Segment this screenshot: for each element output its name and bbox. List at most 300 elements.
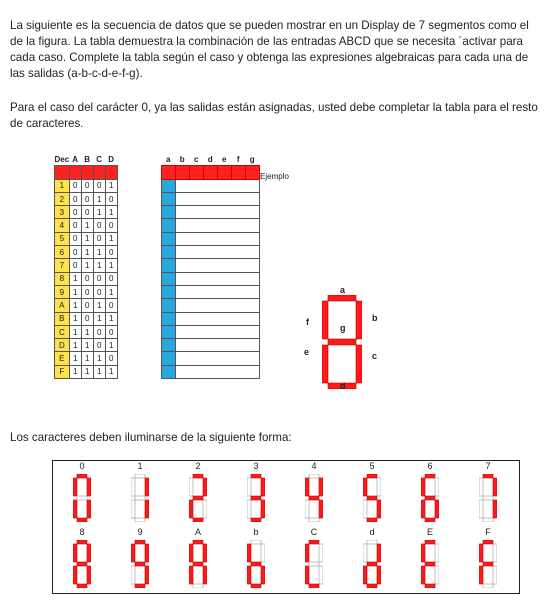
cell-bit: 1 bbox=[93, 246, 105, 259]
segment-d bbox=[193, 584, 203, 588]
table-row bbox=[55, 206, 260, 219]
header-seg-d: d bbox=[207, 154, 213, 164]
character-label: 5 bbox=[369, 461, 375, 471]
cell-seg-empty[interactable] bbox=[161, 285, 175, 298]
cell-seg-empty[interactable] bbox=[231, 272, 245, 285]
segment-f bbox=[363, 478, 367, 496]
segment-f bbox=[421, 478, 425, 496]
segment-a bbox=[135, 540, 145, 544]
character-digit bbox=[479, 474, 497, 522]
cell-bit: 0 bbox=[69, 246, 81, 259]
cell-bit: 0 bbox=[81, 179, 93, 192]
cell-seg-empty[interactable] bbox=[245, 299, 259, 312]
cell-seg-empty[interactable] bbox=[175, 299, 189, 312]
segment-a bbox=[251, 474, 261, 478]
cell-seg-empty[interactable] bbox=[231, 365, 245, 378]
segment-e bbox=[305, 500, 309, 518]
cell-seg-empty[interactable] bbox=[189, 192, 203, 205]
cell-seg-value: 1 bbox=[175, 166, 189, 179]
cell-dec: A bbox=[55, 299, 70, 312]
segment-e bbox=[131, 566, 135, 584]
segment-a bbox=[367, 540, 377, 544]
cell-bit: 0 bbox=[69, 166, 81, 179]
cell-dec: 4 bbox=[55, 219, 70, 232]
segment-d bbox=[425, 584, 435, 588]
segment-e bbox=[421, 500, 425, 518]
segment-f bbox=[479, 544, 483, 562]
segment-g bbox=[135, 496, 145, 500]
segment-c bbox=[356, 345, 362, 383]
segment-d bbox=[135, 584, 145, 588]
character-label: A bbox=[194, 527, 201, 537]
cell-seg-empty[interactable] bbox=[217, 299, 231, 312]
cell-bit: 0 bbox=[105, 166, 117, 179]
segment-f bbox=[305, 544, 309, 562]
cell-seg-value: 1 bbox=[203, 166, 217, 179]
table-row bbox=[55, 285, 260, 298]
segment-d bbox=[77, 584, 87, 588]
cell-bit: 0 bbox=[81, 272, 93, 285]
cell-dec: C bbox=[55, 325, 70, 338]
character-label: 1 bbox=[137, 461, 143, 471]
cell-seg-empty[interactable] bbox=[175, 232, 189, 245]
segment-b bbox=[203, 544, 207, 562]
cell-seg-empty[interactable] bbox=[245, 259, 259, 272]
cell-seg-empty[interactable] bbox=[217, 219, 231, 232]
example-label: Ejemplo bbox=[260, 172, 289, 181]
segment-b bbox=[261, 544, 265, 562]
segment-d bbox=[251, 584, 261, 588]
segment-g bbox=[483, 562, 493, 566]
cell-seg-empty[interactable] bbox=[189, 219, 203, 232]
cell-seg-empty[interactable] bbox=[175, 352, 189, 365]
segment-f bbox=[73, 544, 77, 562]
segment-c bbox=[87, 500, 91, 518]
cell-seg-empty[interactable] bbox=[231, 206, 245, 219]
segment-e bbox=[479, 566, 483, 584]
segment-f bbox=[247, 478, 251, 496]
cell-bit: 1 bbox=[93, 352, 105, 365]
cell-seg-empty[interactable] bbox=[203, 179, 217, 192]
segment-c bbox=[493, 500, 497, 518]
segment-f bbox=[131, 478, 135, 496]
segment-g bbox=[77, 496, 87, 500]
cell-seg-empty[interactable] bbox=[231, 299, 245, 312]
segment-c bbox=[145, 500, 149, 518]
cell-seg-empty[interactable] bbox=[161, 219, 175, 232]
segment-d bbox=[193, 518, 203, 522]
cell-seg-empty[interactable] bbox=[189, 312, 203, 325]
segment-c bbox=[435, 566, 439, 584]
character-label: 4 bbox=[311, 461, 317, 471]
character-digit bbox=[363, 474, 381, 522]
cell-seg-empty[interactable] bbox=[203, 365, 217, 378]
cell-dec: 9 bbox=[55, 285, 70, 298]
cell-seg-empty[interactable] bbox=[231, 219, 245, 232]
cell-seg-empty[interactable] bbox=[189, 365, 203, 378]
cell-seg-empty[interactable] bbox=[161, 352, 175, 365]
cell-bit: 0 bbox=[69, 192, 81, 205]
segment-e bbox=[189, 566, 193, 584]
cell-seg-empty[interactable] bbox=[203, 206, 217, 219]
cell-seg-empty[interactable] bbox=[189, 206, 203, 219]
cell-bit: 1 bbox=[105, 285, 117, 298]
character-cell bbox=[111, 461, 169, 527]
cell-seg-empty[interactable] bbox=[203, 192, 217, 205]
diagram-label-g: g bbox=[340, 323, 346, 333]
cell-seg-empty[interactable] bbox=[231, 312, 245, 325]
segment-g bbox=[135, 562, 145, 566]
table-row bbox=[55, 192, 260, 205]
character-cell bbox=[401, 527, 459, 593]
cell-seg-empty[interactable] bbox=[245, 325, 259, 338]
cell-seg-empty[interactable] bbox=[203, 232, 217, 245]
cell-seg-empty[interactable] bbox=[217, 246, 231, 259]
segment-g bbox=[328, 339, 356, 345]
cell-bit: 1 bbox=[105, 339, 117, 352]
cell-seg-empty[interactable] bbox=[175, 339, 189, 352]
cell-seg-empty[interactable] bbox=[217, 285, 231, 298]
cell-seg-empty[interactable] bbox=[245, 272, 259, 285]
segment-d bbox=[77, 518, 87, 522]
cell-seg-empty[interactable] bbox=[231, 285, 245, 298]
character-digit bbox=[421, 474, 439, 522]
segment-c bbox=[319, 566, 323, 584]
segment-f bbox=[189, 544, 193, 562]
cell-dec: E bbox=[55, 352, 70, 365]
cell-seg-empty[interactable] bbox=[231, 232, 245, 245]
seven-segment-diagram bbox=[300, 285, 390, 405]
cell-bit: 0 bbox=[69, 259, 81, 272]
cell-bit: 1 bbox=[81, 219, 93, 232]
segment-d bbox=[251, 518, 261, 522]
segment-b bbox=[493, 478, 497, 496]
cell-seg-empty[interactable] bbox=[231, 339, 245, 352]
cell-seg-empty[interactable] bbox=[161, 246, 175, 259]
segment-d bbox=[135, 518, 145, 522]
table-row bbox=[55, 232, 260, 245]
cell-seg-empty[interactable] bbox=[175, 179, 189, 192]
character-cell bbox=[111, 527, 169, 593]
cell-bit: 0 bbox=[93, 272, 105, 285]
cell-seg-empty[interactable] bbox=[189, 272, 203, 285]
segment-f bbox=[305, 478, 309, 496]
segment-f bbox=[479, 478, 483, 496]
cell-seg-empty[interactable] bbox=[203, 285, 217, 298]
diagram-label-a: a bbox=[340, 285, 346, 295]
segment-e bbox=[421, 566, 425, 584]
cell-bit: 0 bbox=[93, 325, 105, 338]
cell-bit: 0 bbox=[69, 179, 81, 192]
cell-seg-empty[interactable] bbox=[175, 325, 189, 338]
cell-bit: 0 bbox=[105, 246, 117, 259]
cell-seg-empty[interactable] bbox=[161, 325, 175, 338]
cell-dec: 7 bbox=[55, 259, 70, 272]
character-label: 7 bbox=[485, 461, 491, 471]
segment-a bbox=[483, 540, 493, 544]
cell-seg-empty[interactable] bbox=[161, 192, 175, 205]
cell-bit: 0 bbox=[105, 272, 117, 285]
cell-bit: 1 bbox=[105, 365, 117, 378]
character-cell bbox=[459, 527, 517, 593]
cell-seg-empty[interactable] bbox=[175, 219, 189, 232]
truth-table bbox=[54, 153, 260, 379]
segment-e bbox=[247, 566, 251, 584]
character-label: 6 bbox=[427, 461, 433, 471]
cell-bit: 1 bbox=[69, 299, 81, 312]
segment-c bbox=[261, 566, 265, 584]
cell-seg-empty[interactable] bbox=[217, 325, 231, 338]
cell-seg-empty[interactable] bbox=[189, 246, 203, 259]
segment-c bbox=[261, 500, 265, 518]
segment-d bbox=[309, 518, 319, 522]
cell-seg-empty[interactable] bbox=[189, 339, 203, 352]
cell-seg-empty[interactable] bbox=[217, 272, 231, 285]
segment-b bbox=[435, 544, 439, 562]
cell-bit: 1 bbox=[93, 312, 105, 325]
cell-seg-empty[interactable] bbox=[175, 206, 189, 219]
segment-g bbox=[251, 496, 261, 500]
cell-seg-empty[interactable] bbox=[245, 285, 259, 298]
cell-dec: 0 bbox=[55, 166, 70, 179]
cell-bit: 0 bbox=[93, 232, 105, 245]
segment-g bbox=[309, 562, 319, 566]
cell-seg-empty[interactable] bbox=[203, 339, 217, 352]
cell-bit: 0 bbox=[93, 179, 105, 192]
cell-seg-value: 1 bbox=[217, 166, 231, 179]
cell-seg-empty[interactable] bbox=[203, 312, 217, 325]
segment-a bbox=[483, 474, 493, 478]
segment-a bbox=[309, 474, 319, 478]
segment-a bbox=[309, 540, 319, 544]
character-label: 9 bbox=[137, 527, 143, 537]
cell-bit: 0 bbox=[105, 352, 117, 365]
cell-bit: 1 bbox=[105, 259, 117, 272]
cell-seg-empty[interactable] bbox=[175, 272, 189, 285]
cell-bit: 0 bbox=[81, 206, 93, 219]
cell-seg-empty[interactable] bbox=[217, 339, 231, 352]
cell-seg-empty[interactable] bbox=[217, 352, 231, 365]
character-cell bbox=[169, 527, 227, 593]
cell-seg-empty[interactable] bbox=[245, 232, 259, 245]
cell-bit: 1 bbox=[81, 246, 93, 259]
cell-seg-empty[interactable] bbox=[245, 206, 259, 219]
cell-seg-empty[interactable] bbox=[203, 325, 217, 338]
segment-e bbox=[363, 500, 367, 518]
cell-seg-empty[interactable] bbox=[245, 365, 259, 378]
cell-dec: 2 bbox=[55, 192, 70, 205]
character-cell bbox=[401, 461, 459, 527]
cell-seg-empty[interactable] bbox=[161, 259, 175, 272]
cell-seg-empty[interactable] bbox=[161, 232, 175, 245]
cell-seg-empty[interactable] bbox=[161, 179, 175, 192]
character-digit bbox=[189, 540, 207, 588]
cell-seg-empty[interactable] bbox=[217, 206, 231, 219]
cell-seg-empty[interactable] bbox=[189, 325, 203, 338]
segment-b bbox=[319, 544, 323, 562]
cell-bit: 1 bbox=[81, 259, 93, 272]
cell-seg-empty[interactable] bbox=[175, 365, 189, 378]
cell-bit: 1 bbox=[81, 232, 93, 245]
segment-g bbox=[193, 562, 203, 566]
table-header-row bbox=[55, 153, 260, 166]
segment-f bbox=[363, 544, 367, 562]
segment-c bbox=[203, 566, 207, 584]
header-seg-f: f bbox=[236, 154, 240, 164]
table-row bbox=[55, 339, 260, 352]
cell-seg-empty[interactable] bbox=[175, 246, 189, 259]
segment-a bbox=[77, 540, 87, 544]
cell-seg-empty[interactable] bbox=[245, 352, 259, 365]
cell-seg-empty[interactable] bbox=[189, 179, 203, 192]
intro-paragraph-3: Los caracteres deben iluminarse de la siguiente forma: bbox=[10, 430, 292, 444]
cell-seg-empty[interactable] bbox=[189, 232, 203, 245]
character-label: 0 bbox=[79, 461, 85, 471]
segment-b bbox=[377, 478, 381, 496]
character-digit bbox=[131, 474, 149, 522]
cell-seg-empty[interactable] bbox=[175, 285, 189, 298]
cell-seg-empty[interactable] bbox=[161, 206, 175, 219]
cell-seg-empty[interactable] bbox=[245, 192, 259, 205]
cell-seg-empty[interactable] bbox=[189, 299, 203, 312]
segment-f bbox=[322, 301, 328, 339]
cell-bit: 1 bbox=[93, 299, 105, 312]
segment-d bbox=[367, 584, 377, 588]
segment-e bbox=[479, 500, 483, 518]
character-digit bbox=[421, 540, 439, 588]
character-cell bbox=[53, 461, 111, 527]
cell-seg-empty[interactable] bbox=[161, 272, 175, 285]
cell-bit: 0 bbox=[93, 339, 105, 352]
cell-seg-empty[interactable] bbox=[231, 192, 245, 205]
cell-seg-empty[interactable] bbox=[245, 179, 259, 192]
cell-seg-value: 1 bbox=[189, 166, 203, 179]
cell-seg-empty[interactable] bbox=[203, 299, 217, 312]
segment-f bbox=[73, 478, 77, 496]
cell-seg-empty[interactable] bbox=[217, 179, 231, 192]
cell-dec: F bbox=[55, 365, 70, 378]
segment-e bbox=[363, 566, 367, 584]
cell-bit: 0 bbox=[105, 299, 117, 312]
header-seg-a: a bbox=[165, 154, 171, 164]
cell-seg-empty[interactable] bbox=[245, 312, 259, 325]
segment-g bbox=[483, 496, 493, 500]
cell-seg-empty[interactable] bbox=[203, 246, 217, 259]
segment-c bbox=[145, 566, 149, 584]
cell-seg-empty[interactable] bbox=[231, 259, 245, 272]
segment-g bbox=[367, 496, 377, 500]
segment-b bbox=[493, 544, 497, 562]
cell-bit: 1 bbox=[105, 312, 117, 325]
cell-bit: 1 bbox=[81, 365, 93, 378]
segment-c bbox=[493, 566, 497, 584]
cell-seg-empty[interactable] bbox=[203, 259, 217, 272]
segment-c bbox=[87, 566, 91, 584]
header-seg-b: b bbox=[179, 154, 185, 164]
cell-dec: 1 bbox=[55, 179, 70, 192]
cell-bit: 0 bbox=[69, 232, 81, 245]
segment-c bbox=[377, 566, 381, 584]
character-digit bbox=[305, 474, 323, 522]
character-cell bbox=[227, 461, 285, 527]
cell-bit: 0 bbox=[105, 192, 117, 205]
cell-dec: 8 bbox=[55, 272, 70, 285]
cell-seg-empty[interactable] bbox=[217, 192, 231, 205]
cell-bit: 1 bbox=[81, 325, 93, 338]
cell-seg-empty[interactable] bbox=[175, 312, 189, 325]
header-seg-g: g bbox=[249, 154, 255, 164]
cell-bit: 1 bbox=[69, 352, 81, 365]
character-cell bbox=[343, 461, 401, 527]
cell-seg-empty[interactable] bbox=[203, 352, 217, 365]
segment-a bbox=[135, 474, 145, 478]
cell-seg-empty[interactable] bbox=[231, 352, 245, 365]
character-cell bbox=[343, 527, 401, 593]
cell-seg-empty[interactable] bbox=[231, 179, 245, 192]
cell-seg-empty[interactable] bbox=[203, 219, 217, 232]
cell-seg-empty[interactable] bbox=[231, 325, 245, 338]
segment-b bbox=[203, 478, 207, 496]
segment-b bbox=[261, 478, 265, 496]
table-row bbox=[55, 246, 260, 259]
character-cell bbox=[53, 527, 111, 593]
cell-bit: 1 bbox=[81, 352, 93, 365]
segment-c bbox=[435, 500, 439, 518]
segment-b bbox=[356, 301, 362, 339]
cell-seg-empty[interactable] bbox=[245, 246, 259, 259]
segment-f bbox=[247, 544, 251, 562]
table-row bbox=[55, 166, 260, 179]
cell-seg-empty[interactable] bbox=[161, 365, 175, 378]
cell-bit: 0 bbox=[81, 312, 93, 325]
segment-c bbox=[319, 500, 323, 518]
segment-a bbox=[77, 474, 87, 478]
cell-bit: 0 bbox=[81, 285, 93, 298]
cell-seg-empty[interactable] bbox=[217, 232, 231, 245]
cell-seg-empty[interactable] bbox=[175, 259, 189, 272]
cell-seg-empty[interactable] bbox=[217, 365, 231, 378]
cell-seg-empty[interactable] bbox=[161, 312, 175, 325]
segment-a bbox=[425, 540, 435, 544]
characters-grid bbox=[52, 460, 520, 594]
cell-seg-empty[interactable] bbox=[245, 339, 259, 352]
cell-seg-empty[interactable] bbox=[217, 259, 231, 272]
segment-g bbox=[251, 562, 261, 566]
cell-seg-empty[interactable] bbox=[161, 339, 175, 352]
cell-seg-empty[interactable] bbox=[161, 299, 175, 312]
character-label: C bbox=[310, 527, 318, 537]
character-digit bbox=[363, 540, 381, 588]
cell-seg-empty[interactable] bbox=[217, 312, 231, 325]
cell-seg-empty[interactable] bbox=[203, 272, 217, 285]
cell-seg-empty[interactable] bbox=[189, 259, 203, 272]
segment-g bbox=[367, 562, 377, 566]
cell-seg-empty[interactable] bbox=[189, 285, 203, 298]
cell-seg-empty[interactable] bbox=[175, 192, 189, 205]
segment-g bbox=[193, 496, 203, 500]
cell-seg-value: 0 bbox=[245, 166, 259, 179]
segment-c bbox=[377, 500, 381, 518]
cell-bit: 1 bbox=[93, 206, 105, 219]
diagram-label-f: f bbox=[306, 317, 309, 327]
segment-e bbox=[322, 345, 328, 383]
cell-seg-empty[interactable] bbox=[189, 352, 203, 365]
cell-seg-empty[interactable] bbox=[231, 246, 245, 259]
segment-a bbox=[251, 540, 261, 544]
character-label: d bbox=[369, 527, 375, 537]
cell-seg-empty[interactable] bbox=[245, 219, 259, 232]
segment-d bbox=[367, 518, 377, 522]
